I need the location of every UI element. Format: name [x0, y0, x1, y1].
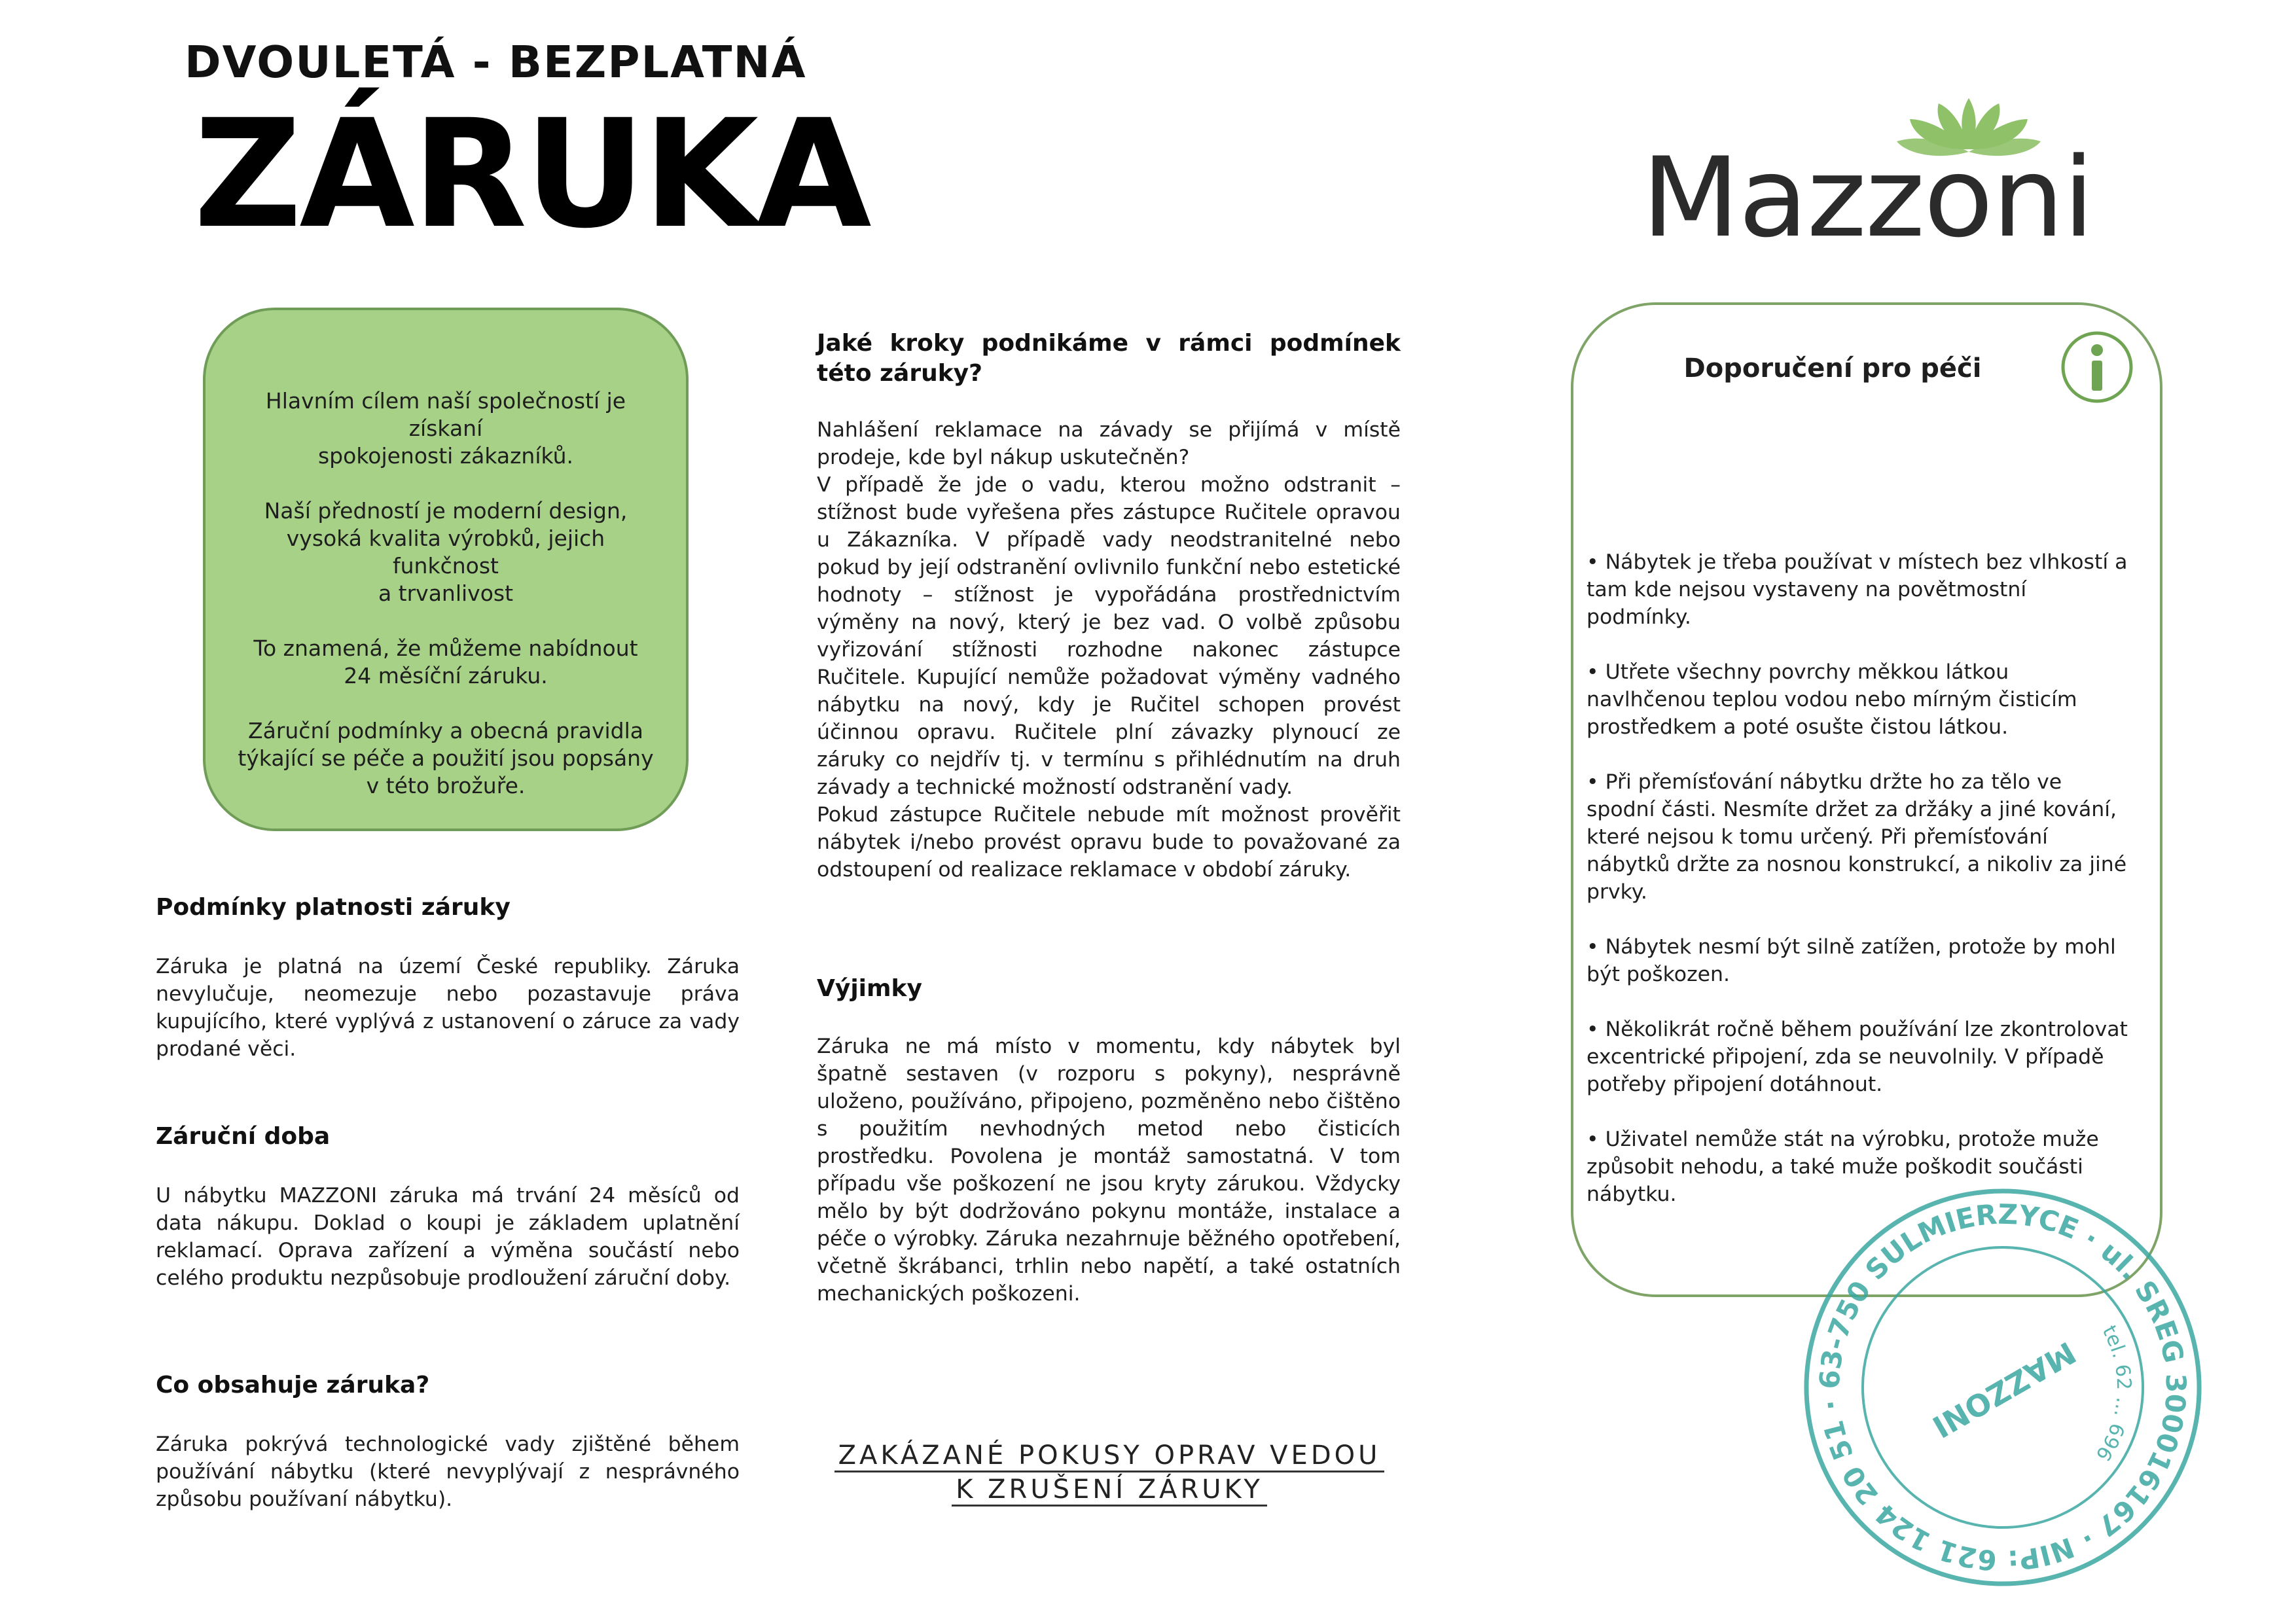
intro-paragraph: Záruční podmínky a obecná pravidla týkající se péče a použití jsou popsány v této brožuře.	[238, 718, 654, 798]
validity-heading: Podmínky platnosti záruky	[156, 894, 511, 921]
care-list	[1587, 548, 2131, 1236]
validity-text: Záruka je platná na území České republiky. Záruka nevylučuje, neomezuje nebo pozastavuje práva kupujícího, které vyplývá z ustanovení o záruce za vady prodané věci.	[156, 955, 740, 1061]
intro-box	[203, 308, 689, 831]
company-stamp	[1793, 1178, 2212, 1597]
period-heading: Záruční doba	[156, 1123, 331, 1150]
intro-paragraph: Naší předností je moderní design, vysoká kvalita výrobků, jejich funkčnost a trvanlivost	[264, 498, 628, 606]
warning-line-1: ZAKÁZANÉ POKUSY OPRAV VEDOU	[834, 1440, 1385, 1472]
stamp-center-text: MAZZONI	[1926, 1334, 2082, 1445]
exceptions-text: Záruka ne má místo v momentu, kdy nábytek byl špatně sestaven (v rozporu s pokyny), nesprávně uloženo, používáno, připojeno, pozměněno nebo čištěno s použitím nevhodných metod nebo čisticích prostředku. Povolena je montáž samostatná. V tom případu vše poškození ne jsou kryty zárukou. Vždycky mělo by být dodržováno pokynu montáže, instalace a péče o výrobky. Záruka nezahrnuje běžného opotřebení, včetně škrábanci, trhlin nebo napětí, a také ostatních mechanických poškozeni.	[817, 1035, 1401, 1306]
care-item: • Nábytek nesmí být silně zatížen, protože by mohl být poškozen.	[1587, 935, 2116, 986]
exceptions-heading: Výjimky	[817, 975, 922, 1002]
stamp-inner-text: tel. 62 … 696	[2090, 1321, 2136, 1465]
period-text: U nábytku MAZZONI záruka má trvání 24 měsíců od data nákupu. Doklad o koupi je základem uplatnění reklamací. Oprava zařízení a výměna součástí nebo celého produktu nezpůsobuje prodloužení záruční doby.	[156, 1184, 740, 1290]
intro-paragraph: To znamená, že můžeme nabídnout 24 měsíční záruku.	[253, 635, 638, 688]
page-title: ZÁRUKA	[194, 87, 869, 261]
intro-paragraph: Hlavním cílem naší společností je získaní spokojenosti zákazníků.	[265, 388, 626, 469]
steps-heading: Jaké kroky podnikáme v rámci podmínek této záruky?	[817, 330, 1401, 387]
care-item: • Při přemísťování nábytku držte ho za tělo ve spodní části. Nesmíte držet za držáky a jiné kování, které nejsou k tomu určený. Při přemísťování nábytků držte za nosnou konstrukcí, a nikoliv za jiné prvky.	[1587, 770, 2127, 904]
info-icon	[2059, 329, 2135, 405]
warning-line-2: K ZRUŠENÍ ZÁRUKY	[952, 1474, 1267, 1507]
stamp-outer-text: REG 300016167 · NIP: 621 124 20 51 · 63-750 SULMIERZYCE · ul. Stryczyńskiego	[1813, 1198, 2193, 1577]
subtitle: DVOULETÁ - BEZPLATNÁ	[185, 37, 807, 88]
care-item: • Několikrát ročně během používání lze zkontrolovat excentrické připojení, zda se neuvolnily. V případě potřeby připojení dotáhnout.	[1587, 1018, 2128, 1096]
mazzoni-logo	[1641, 98, 2100, 249]
care-title: Doporučení pro péči	[1683, 353, 1982, 383]
care-item: • Nábytek je třeba používat v místech bez vlhkostí a tam kde nejsou vystaveny na povětmostní podmínky.	[1587, 550, 2128, 629]
warning-notice	[825, 1438, 1394, 1507]
steps-text: Nahlášení reklamace na závady se přijímá v místě prodeje, kde byl nákup uskutečněn? V případě že jde o vadu, kterou možno odstranit – stížnost bude vyřešena přes zástupce Ručitele opravou u Zákazníka. V případě vady neodstranitelné nebo pokud by její odstranění ovlivnilo funkční nebo estetické hodnoty – stížnost je vypořádána prostřednictvím výměny na nový, který je bez vad. O volbě způsobu vyřizování stížnosti rozhodne nakonec zástupce Ručitele. Kupující nemůže požadovat výměny vadného nábytku na nový, kdy je Ručitel schopen provést účinnou opravu. Ručitele plní závazky plynoucí ze záruky co nejdřív tj. v termínu s přihlédnutím na druh závady a technické možností odstranění vady. Pokud zástupce Ručitele nebude mít možnost prověřit nábytek i/nebo provést opravu bude to považované za odstoupení od realizace reklamace v období záruky.	[817, 418, 1401, 882]
care-item: • Uživatel nemůže stát na výrobku, protože muže způsobit nehodu, a také muže poškodit součásti nábytku.	[1587, 1128, 2099, 1206]
brand-name: Mazzoni	[1641, 134, 2093, 249]
coverage-text: Záruka pokrývá technologické vady zjištěné během používání nábytku (které nevyplývají z nesprávného způsobu používaní nábytku).	[156, 1433, 740, 1511]
coverage-heading: Co obsahuje záruka?	[156, 1372, 430, 1399]
care-item: • Utřete všechny povrchy měkkou látkou navlhčenou teplou vodou nebo mírným čisticím prostředkem a poté osušte čistou látkou.	[1587, 660, 2077, 739]
